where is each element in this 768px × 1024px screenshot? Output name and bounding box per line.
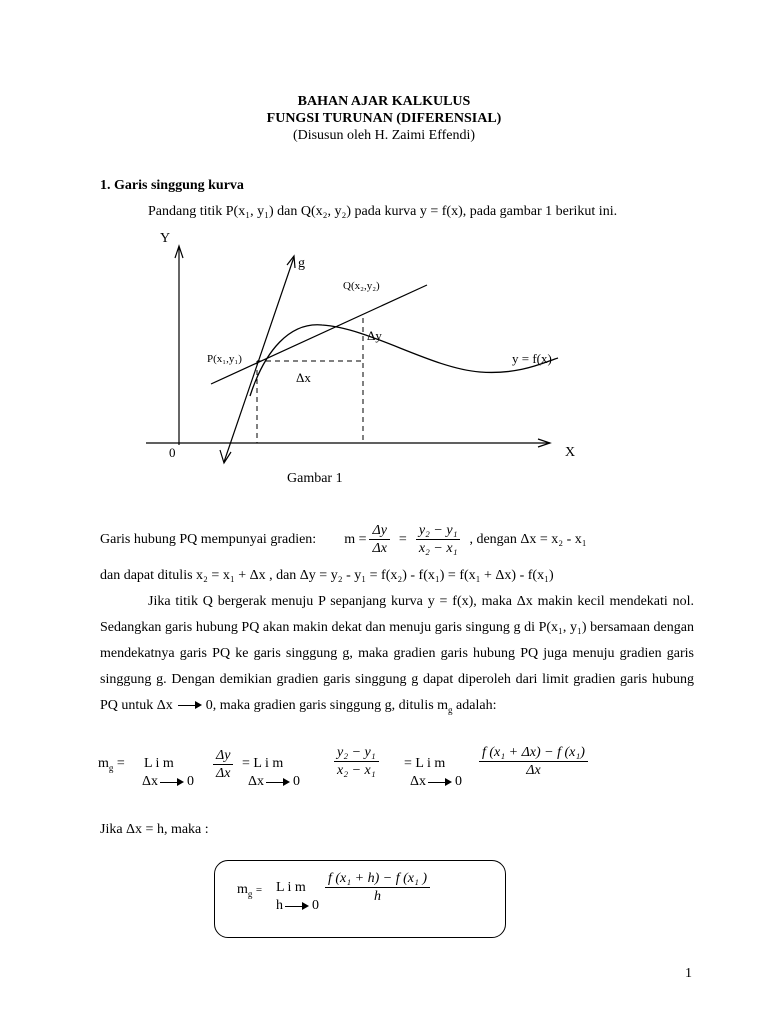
curve-label: y = f(x) (512, 351, 552, 366)
lim-sub-1: Δx 0 (142, 774, 195, 789)
delta-y-label: Δy (367, 328, 382, 343)
mg-symbol: $m_g$ = (98, 756, 125, 773)
fraction-numerator: Δy (369, 522, 389, 540)
limit-arrow-icon (285, 906, 307, 907)
gradient-m: m = (344, 531, 367, 547)
fraction-denominator: Δx (372, 541, 387, 556)
paragraph-part1: Jika titik Q bergerak menuju P sepanjang kurva y = f(x), maka Δx makin kecil mendekati nol. Sedangkan garis hubung PQ akan makin dekat dan menuju garis singung g di P(x₁, y₁) bersamaan dengan mendekatnya garis PQ ke garis singgung g, maka gradien garis hubung PQ juga menuju gradien garis singgung g. Dengan demikian gradien garis singgung g dapat diperoleh dari limit gradien garis hubung PQ untuk Δx (100, 594, 694, 713)
equals-sign: = L i m (242, 756, 284, 771)
fraction-dy-dx (369, 522, 389, 557)
lim-sub-3: Δx 0 (410, 774, 463, 789)
y-axis-label: Y (160, 231, 171, 246)
main-paragraph (100, 589, 694, 723)
figure-1 (0, 0, 768, 500)
boxed-lim-sub: h 0 (276, 898, 319, 913)
boxed-lim: L i m (276, 880, 306, 895)
delta-definitions: dan dapat ditulis x₂ = x₁ + Δx , dan Δy = y₂ - y₁ = f(x₂) - f(x₁) = f(x₁ + Δx) - f(x₁) (100, 568, 554, 583)
limit-arrow-icon (428, 782, 450, 783)
page-number: 1 (685, 966, 692, 981)
boxed-fraction: $\frac{\text{f (x₁ + h) − f (x₁ )}}{h}$ (322, 870, 433, 905)
section-intro: Pandang titik P(x₁, y₁) dan Q(x₂, y₂) pada kurva y = f(x), pada gambar 1 berikut ini. (148, 204, 618, 219)
lim-fraction-1: $\frac{\Delta y}{\Delta x}$ (210, 747, 236, 782)
doc-title: BAHAN AJAR KALKULUS (297, 94, 471, 109)
m-subscript: g (448, 704, 453, 715)
doc-author: (Disusun oleh H. Zaimi Effendi) (292, 128, 476, 143)
boxed-mg: $m_g$ = (237, 882, 263, 899)
substitution-line: Jika Δx = h, maka : (100, 822, 209, 837)
fraction-y-over-x (416, 522, 461, 557)
secant-line-pq (211, 285, 427, 384)
paragraph-part3: adalah: (452, 698, 497, 713)
gradient-tail: , dengan Δx = x₂ - x₁ (469, 531, 587, 547)
line-g-label: g (298, 256, 305, 271)
limit-arrow-icon (160, 782, 182, 783)
point-p-label: P(x₁,y₁) (207, 353, 242, 365)
doc-subtitle: FUNGSI TURUNAN (DIFERENSIAL) (266, 111, 502, 126)
limit-arrow-icon (178, 705, 200, 706)
lim-fraction-3: $\frac{\text{f (x₁ + Δx) − f (x₁)}}{\Delta x}$ (476, 744, 591, 779)
lim-fraction-2: $\frac{\text{y₂ − y₁}}{\text{x₂ − x₁}}$ (331, 744, 382, 779)
gradient-equation (100, 522, 587, 557)
limit-arrow-icon (266, 782, 288, 783)
origin-label: 0 (169, 445, 176, 460)
gradient-lead: Garis hubung PQ mempunyai gradien: (100, 531, 317, 547)
lim-sub-2: Δx 0 (248, 774, 301, 789)
figure-caption: Gambar 1 (287, 471, 343, 486)
fraction-denominator: x₂ − x₁ (418, 541, 458, 556)
section-heading: 1. Garis singgung kurva (100, 178, 244, 193)
paragraph-part2: 0, maka gradien garis singgung g, ditulis m (205, 698, 449, 713)
lim-label-1: L i m (144, 756, 174, 771)
delta-x-label: Δx (296, 370, 311, 385)
equals-sign: = (398, 531, 407, 547)
x-axis-label: X (565, 445, 576, 460)
equals-sign: = L i m (404, 756, 446, 771)
point-q-label: Q(x₂,y₂) (343, 280, 380, 292)
fraction-numerator: y₂ − y₁ (416, 522, 461, 540)
